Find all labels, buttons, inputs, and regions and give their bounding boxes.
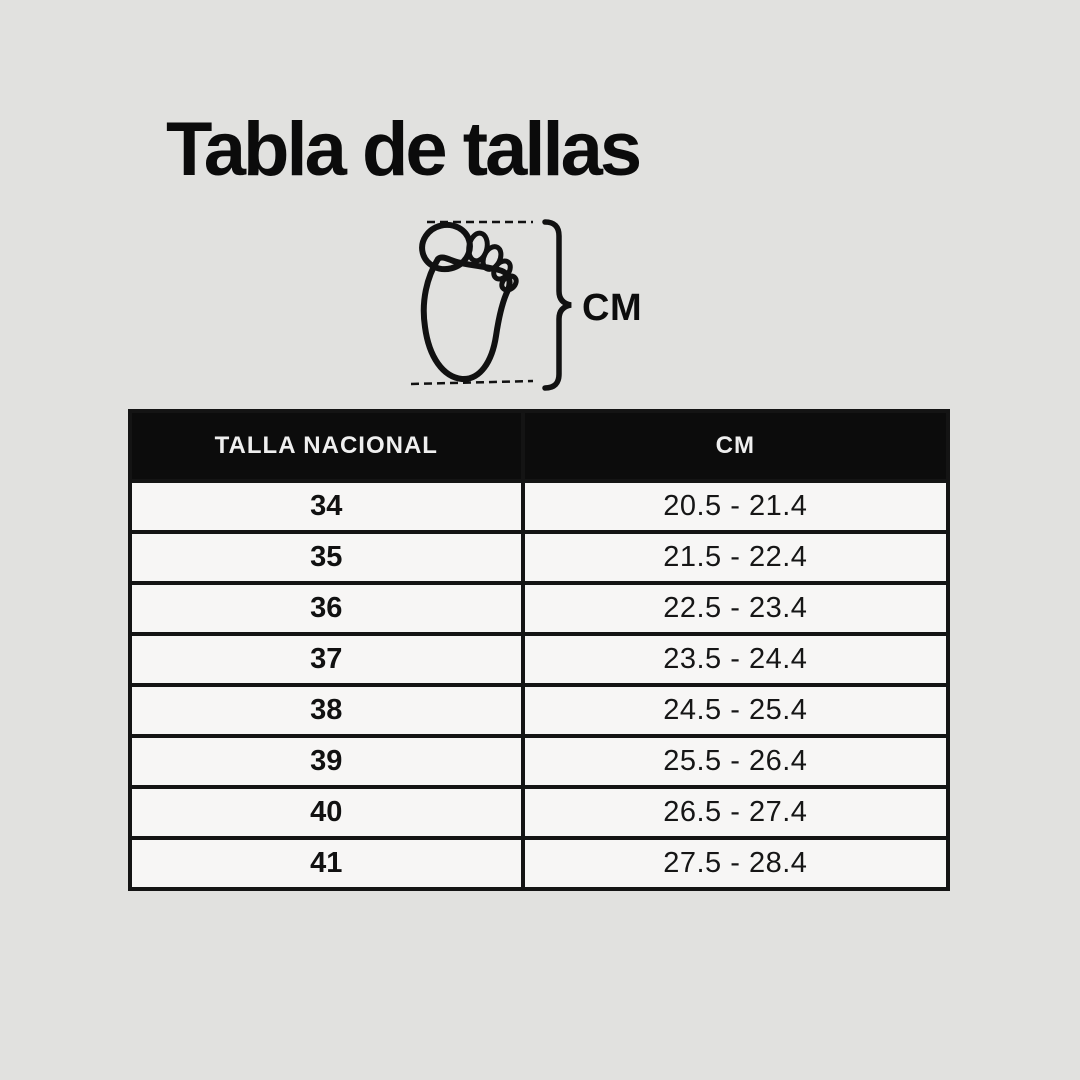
cell-cm: 20.5 - 21.4 [523,481,948,532]
table-row [130,685,948,736]
table-row [130,634,948,685]
cell-cm: 22.5 - 23.4 [523,583,948,634]
table-row [130,532,948,583]
cell-cm: 25.5 - 26.4 [523,736,948,787]
cell-cm: 23.5 - 24.4 [523,634,948,685]
cell-talla: 34 [130,481,523,532]
unit-label: CM [582,287,643,329]
measurement-dashed-line-bottom [411,381,533,384]
cell-cm: 24.5 - 25.4 [523,685,948,736]
footprint-icon [417,220,519,379]
brace-icon [545,222,571,388]
col-header-talla-nacional: TALLA NACIONAL [130,411,523,481]
col-header-cm: CM [523,411,948,481]
table-header-row [130,411,948,481]
cell-talla: 35 [130,532,523,583]
table-row [130,838,948,889]
size-table [128,409,950,891]
table-row [130,481,948,532]
cell-cm: 21.5 - 22.4 [523,532,948,583]
cell-talla: 37 [130,634,523,685]
cell-cm: 26.5 - 27.4 [523,787,948,838]
cell-talla: 36 [130,583,523,634]
cell-talla: 39 [130,736,523,787]
cell-cm: 27.5 - 28.4 [523,838,948,889]
cell-talla: 41 [130,838,523,889]
foot-measurement-diagram [405,203,675,403]
table-row [130,736,948,787]
cell-talla: 40 [130,787,523,838]
cell-talla: 38 [130,685,523,736]
table-row [130,583,948,634]
page-title: Tabla de tallas [166,107,640,192]
table-row [130,787,948,838]
